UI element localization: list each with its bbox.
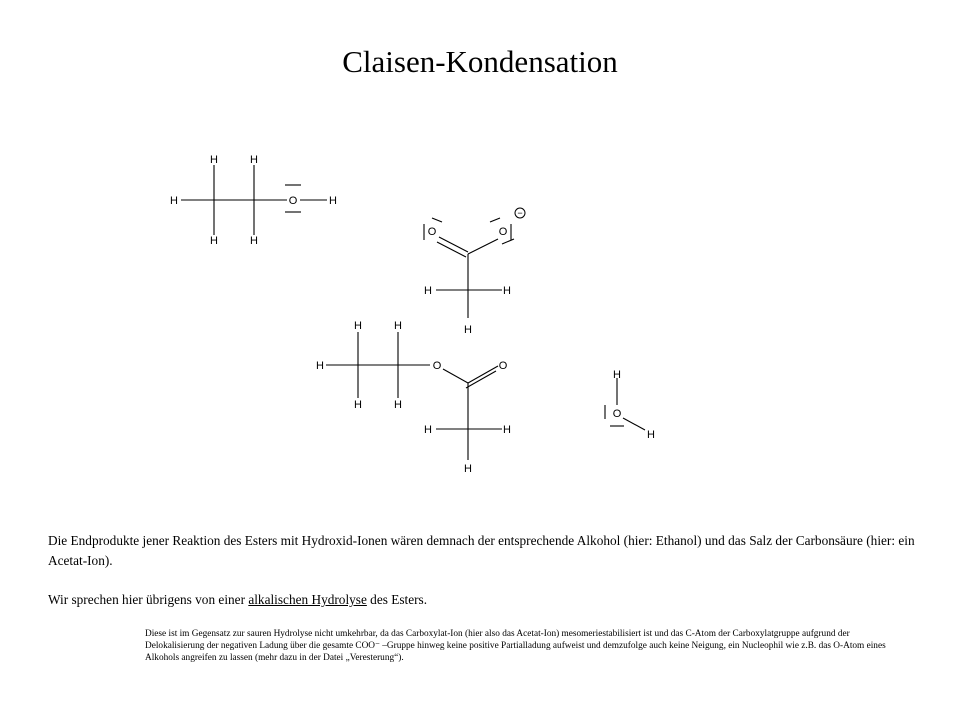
ethanol-molecule: [170, 154, 337, 247]
atom-label: H: [354, 399, 362, 411]
atom-label: H: [210, 235, 218, 247]
atom-label: H: [424, 285, 432, 297]
atom-label: H: [647, 429, 655, 441]
atom-label: O: [432, 360, 442, 372]
atom-label: H: [394, 320, 402, 332]
water-molecule: [605, 369, 655, 441]
hydrolysis-text-start: Wir sprechen hier übrigens von einer: [48, 592, 249, 607]
hydrolysis-paragraph: [48, 590, 918, 610]
acetate-ion-molecule: [424, 208, 525, 336]
atom-label: H: [464, 324, 472, 336]
atom-label: H: [210, 154, 218, 166]
atom-label: O: [427, 226, 437, 238]
atom-label: H: [329, 195, 337, 207]
atom-label: H: [354, 320, 362, 332]
footnote-text: Diese ist im Gegensatz zur sauren Hydrolyse nicht umkehrbar, da das Carboxylat-Ion (hier also das Acetat-Ion) mesomeriestabilisiert ist und das C-Atom der Carboxylatgruppe aufgrund der Delokalisierung der negativen Ladung über die gesamte COO⁻ –Gruppe hinweg keine positive Partialladung aufweist und demzufolge auch keine Neigung, ein Nucleophil wie z.B. das O-Atom eines Alkohols angreifen zu lassen (mehr dazu in der Datei „Veresterung“).: [145, 629, 886, 663]
atom-label: O: [288, 195, 298, 207]
atom-label: H: [394, 399, 402, 411]
ethyl-acetate-molecule: [316, 320, 511, 475]
atom-label: H: [316, 360, 324, 372]
atom-label: H: [424, 424, 432, 436]
negative-charge-icon: −: [517, 208, 523, 218]
atom-label: H: [250, 154, 258, 166]
atom-label: H: [503, 424, 511, 436]
atom-label: H: [250, 235, 258, 247]
alkaline-hydrolysis-term: alkalischen Hydrolyse: [248, 592, 367, 607]
atom-label: H: [464, 463, 472, 475]
atom-label: O: [612, 408, 622, 420]
atom-label: H: [170, 195, 178, 207]
atom-label: H: [613, 369, 621, 381]
atom-label: O: [498, 226, 508, 238]
page-title: Claisen-Kondensation: [342, 44, 618, 79]
hydrolysis-text-end: des Esters.: [366, 592, 428, 607]
atom-label: H: [503, 285, 511, 297]
explanation-paragraph: Die Endprodukte jener Reaktion des Esters mit Hydroxid-Ionen wären demnach der entsprechende Alkohol (hier: Ethanol) und das Salz der Carbonsäure (hier: ein Acetat-Ion).: [48, 533, 915, 568]
atom-label: O: [498, 360, 508, 372]
